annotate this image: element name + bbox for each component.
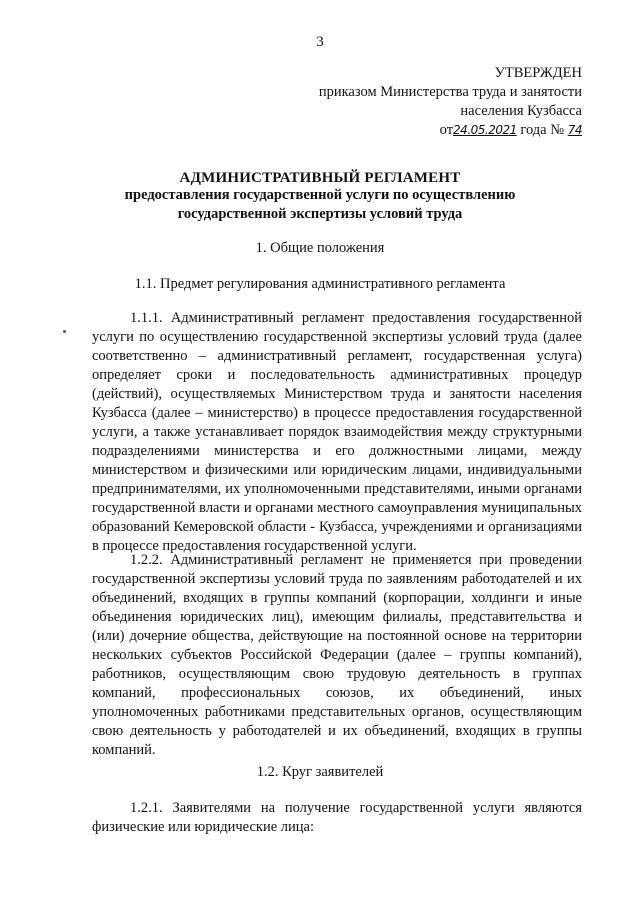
- section-heading-general: 1. Общие положения: [255, 240, 385, 256]
- page-number: 3: [316, 34, 324, 50]
- section-heading-subject: 1.1. Предмет регулирования административного регламента: [134, 276, 506, 292]
- margin-mark: [63, 330, 66, 333]
- approval-region-line: населения Кузбасса: [460, 103, 582, 119]
- section-heading-applicants: 1.2. Круг заявителей: [256, 764, 384, 780]
- document-title: АДМИНИСТРАТИВНЫЙ РЕГЛАМЕНТ: [179, 170, 461, 186]
- approval-date-line: [319, 121, 582, 140]
- approval-order-line: приказом Министерства труда и занятости: [318, 84, 582, 100]
- handwritten-date: 24.05.2021: [453, 123, 517, 137]
- approval-block: [319, 64, 582, 140]
- paragraph-1-1-1: 1.1.1. Административный регламент предоставления государственной услуги по осуществлению государственной экспертизы условий труда (далее соответственно – административный регламент, государственная услуга) определяет сроки и последовательность административных процедур (действий), осуществляемых Министерством труда и занятости населения Кузбасса (далее – министерство) в процессе предоставления государственной услуги, а также устанавливает порядок взаимодействия между структурными подразделениями министерства и его должностными лицами, между министерством и физическими или юридическим лицами, индивидуальными предпринимателями, их уполномоченными представителями, иными органами государственной власти и органами местного самоуправления муниципальных образований Кемеровской области - Кузбасса, учреждениями и организациями в процессе предоставления государственной услуги.: [92, 310, 582, 554]
- paragraph-1-2-1: 1.2.1. Заявителями на получение государственной услуги являются физические или юридические лица:: [92, 800, 582, 835]
- approval-heading: УТВЕРЖДЕН: [494, 65, 582, 81]
- paragraph-1-2-2: 1.2.2. Административный регламент не применяется при проведении государственной экспертизы условий труда по заявлениям работодателей и их объединений, входящих в группы компаний (корпорации, холдинги и иные объединения юридических лиц), имеющим филиалы, представительства и (или) дочерние общества, действующие на постоянной основе на территории нескольких субъектов Российской Федерации (далее – группы компаний), работников, осуществляющим свою трудовую деятельность в группах компаний, профессиональных союзов, их объединений, иных уполномоченных работниками представительных органов, осуществляющим свою деятельность у работодателей и их объединений, входящих в группы компаний.: [92, 552, 582, 758]
- year-word: года: [520, 122, 547, 138]
- handwritten-number: 74: [567, 123, 582, 137]
- subtitle-text: предоставления государственной услуги по осуществлению государственной экспертизы условий труда: [124, 187, 516, 222]
- date-prefix: от: [439, 122, 454, 138]
- number-prefix: №: [550, 122, 565, 138]
- document-subtitle: [0, 186, 640, 224]
